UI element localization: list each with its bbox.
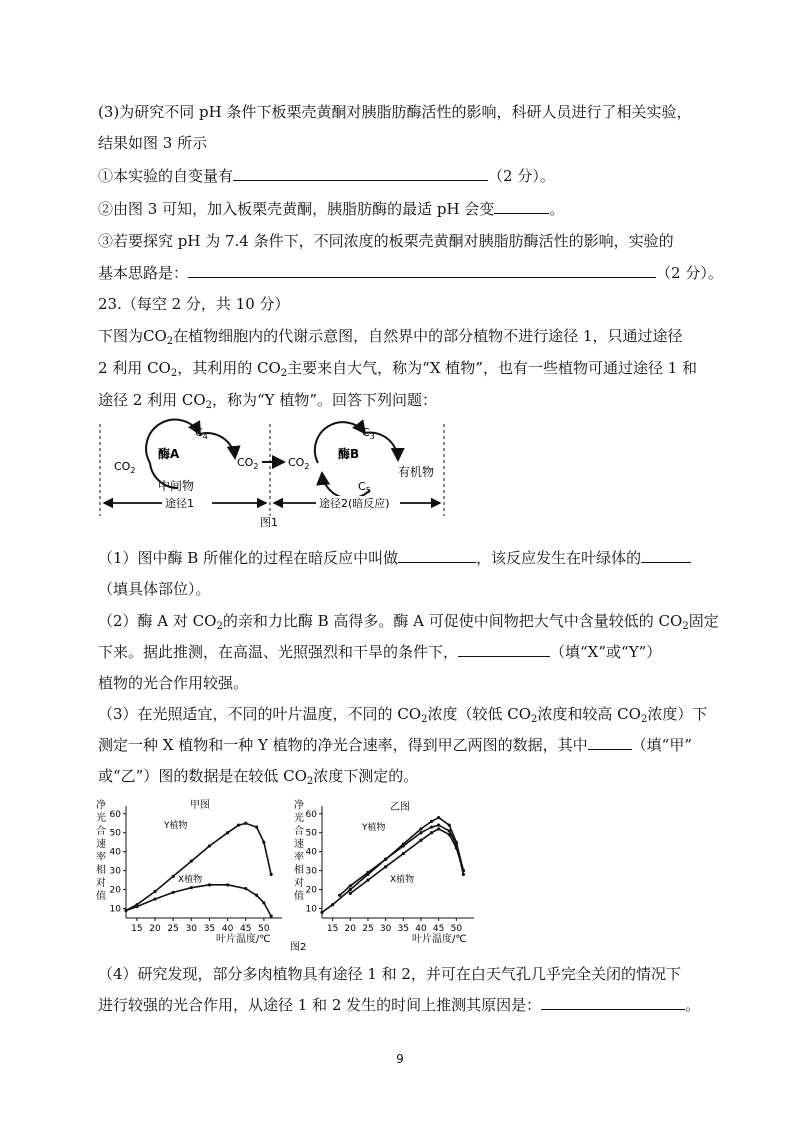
data-point <box>437 816 440 819</box>
data-point <box>262 901 265 904</box>
x-tick-label: 45 <box>239 924 252 934</box>
y-tick-label: 60 <box>109 809 121 820</box>
x-tick-label: 30 <box>185 924 198 934</box>
x-tick-label: 35 <box>203 924 216 934</box>
data-point <box>462 869 465 872</box>
data-point <box>208 844 211 847</box>
q22-sub3-line1: ③若要探究 pH 为 7.4 条件下，不同浓度的板栗壳黄酮对胰脂肪酶活性的影响，实验的 <box>98 232 674 250</box>
x-tick-label: 20 <box>344 924 357 934</box>
answer-blank-4[interactable] <box>398 547 476 563</box>
data-point <box>349 892 352 895</box>
series-line-jia-1 <box>126 885 271 916</box>
answer-blank-1[interactable] <box>233 165 488 181</box>
q22-sub3-line2: 基本思路是： （2 分）。 <box>98 264 723 282</box>
pathway1-label: 途径1 <box>165 497 194 510</box>
ylabel-char: 率 <box>294 852 304 863</box>
y-tick-label: 50 <box>109 828 121 839</box>
y-tick-label: 10 <box>109 904 121 915</box>
chart-yi-xlabel: 叶片温度/℃ <box>412 934 467 945</box>
y-tick-label: 30 <box>109 866 121 877</box>
chart-jia-xlabel: 叶片温度/℃ <box>216 934 271 945</box>
data-point <box>448 824 451 827</box>
series-line-jia-0 <box>126 823 271 910</box>
y-tick-label: 30 <box>305 866 317 877</box>
intermediate-label: 中间物 <box>158 479 195 493</box>
co2-release-label: $CO_2$ <box>237 456 259 471</box>
chart-yi-ylabel <box>294 798 304 902</box>
y-tick-label: 10 <box>305 904 317 915</box>
q22-sub1: ①本实验的自变量有 （2 分）。 <box>98 167 555 185</box>
ylabel-char: 值 <box>96 891 106 902</box>
data-point <box>226 883 229 886</box>
co2-enter-label: $CO_2$ <box>288 456 310 471</box>
ylabel-char: 速 <box>96 839 106 850</box>
data-point <box>255 825 258 828</box>
ylabel-char: 速 <box>294 839 304 850</box>
q23-sub4-line1: （4）研究发现，部分多肉植物具有途径 1 和 2，并可在白天气孔几乎完全关闭的情况下 <box>98 965 681 983</box>
chart-jia-legend-x: X植物 <box>178 875 203 885</box>
q23-intro-line2: 2 利用 $CO_2$，其利用的 $CO_2$主要来自大气，称为“X 植物”，也有一些植物可通过途径 1 和 <box>98 359 698 379</box>
c5-label: $C_5$ <box>358 480 371 495</box>
q23-intro-line1: 下图为$CO_2$在植物细胞内的代谢示意图，自然界中的部分植物不进行途径 1，只通过途径 <box>98 327 683 347</box>
q22-intro-line2: 结果如图 3 所示 <box>98 134 208 152</box>
y-tick-label: 60 <box>305 809 317 820</box>
data-point <box>153 897 156 900</box>
data-point <box>366 879 369 882</box>
data-point <box>320 911 323 914</box>
data-point <box>208 883 211 886</box>
c4-label: $C_4$ <box>195 426 208 441</box>
q22-intro-line1: (3)为研究不同 pH 条件下板栗壳黄酮对胰脂肪酶活性的影响，科研人员进行了相关实验， <box>98 103 692 121</box>
figure-2-charts <box>90 796 510 956</box>
ylabel-char: 光 <box>294 813 304 824</box>
data-point <box>190 886 193 889</box>
q23-sub3-line3: 或“乙”）图的数据是在较低 $CO_2$浓度下测定的。 <box>98 767 419 787</box>
data-point <box>349 884 352 887</box>
x-tick-label: 25 <box>362 924 374 934</box>
answer-blank-2[interactable] <box>494 198 549 214</box>
q23-sub2-line3: 植物的光合作用较强。 <box>98 674 249 692</box>
chart-yi-series <box>320 816 465 914</box>
x-tick-label: 15 <box>326 924 339 934</box>
x-tick-label: 35 <box>397 924 410 934</box>
data-point <box>255 894 258 897</box>
data-point <box>244 822 247 825</box>
ylabel-char: 率 <box>96 852 106 863</box>
figure2-caption: 图2 <box>290 942 307 953</box>
data-point <box>419 839 422 842</box>
q23-sub1-line1: （1）图中酶 B 所催化的过程在暗反应中叫做 ，该反应发生在叶绿体的 <box>98 547 691 569</box>
data-point <box>226 831 229 834</box>
y-tick-label: 20 <box>305 885 317 896</box>
chart-jia-ylabel <box>96 798 106 902</box>
y-tick-label: 40 <box>109 847 121 858</box>
data-point <box>244 887 247 890</box>
ylabel-char: 净 <box>96 800 106 811</box>
data-point <box>455 846 458 849</box>
co2-input-label: $CO_2$ <box>114 460 136 475</box>
data-point <box>338 894 341 897</box>
chart-jia-legend-y: Y植物 <box>164 821 188 831</box>
data-point <box>349 888 352 891</box>
ylabel-char: 相 <box>96 865 106 876</box>
figure1-caption: 图1 <box>260 516 278 529</box>
data-point <box>270 873 273 876</box>
data-point <box>437 827 440 830</box>
data-point <box>384 858 387 861</box>
data-point <box>237 824 240 827</box>
x-tick-label: 30 <box>379 924 392 934</box>
chart-yi-title: 乙图 <box>390 802 410 813</box>
q23-sub4-line2: 进行较强的光合作用，从途径 1 和 2 发生的时间上推测其原因是： 。 <box>98 996 701 1014</box>
data-point <box>430 825 433 828</box>
answer-blank-7[interactable] <box>588 734 632 750</box>
chart-jia-series <box>124 822 272 918</box>
x-tick-label: 40 <box>221 924 234 934</box>
q23-sub3-line1: （3）在光照适宜，不同的叶片温度，不同的 $CO_2$浓度（较低 $CO_2$浓度和较高 $CO_2$浓度）下 <box>98 705 708 725</box>
data-point <box>331 903 334 906</box>
data-point <box>430 831 433 834</box>
x-tick-label: 40 <box>415 924 427 934</box>
chart-yi-legend-y: Y植物 <box>362 823 386 833</box>
data-point <box>262 841 265 844</box>
data-point <box>430 820 433 823</box>
data-point <box>135 905 138 908</box>
data-point <box>419 827 422 830</box>
series-line-yi-0 <box>322 818 463 913</box>
x-tick-label: 20 <box>149 924 161 934</box>
data-point <box>172 875 175 878</box>
q23-header: 23.（每空 2 分，共 10 分） <box>98 295 290 313</box>
figure-1-diagram <box>90 418 460 533</box>
q23-sub3-line2: 测定一种 X 植物和一种 Y 植物的净光合速率，得到甲乙两图的数据，其中 （填“甲” <box>98 736 693 754</box>
enzyme-b-label: 酶B <box>338 447 360 461</box>
q22-sub2: ②由图 3 可知，加入板栗壳黄酮，胰脂肪酶的最适 pH 会变 。 <box>98 200 565 218</box>
q23-sub1-line2: （填具体部位）。 <box>98 580 211 598</box>
data-point <box>172 891 175 894</box>
q23-intro-line3: 途径 2 利用 $CO_2$，称为“Y 植物”。回答下列问题： <box>98 391 438 411</box>
q23-sub2-line1: （2）酶 A 对 $CO_2$的亲和力比酶 B 高得多。酶 A 可促使中间物把大气中含量较低的 $CO_2$固定 <box>98 612 719 632</box>
enzyme-a-label: 酶A <box>158 447 180 461</box>
data-point <box>419 831 422 834</box>
x-tick-label: 50 <box>258 924 270 934</box>
x-tick-label: 15 <box>131 924 143 934</box>
answer-blank-3[interactable] <box>188 262 656 278</box>
data-point <box>384 865 387 868</box>
data-point <box>448 829 451 832</box>
ylabel-char: 对 <box>96 878 106 889</box>
x-tick-label: 50 <box>450 924 463 934</box>
page-number: 9 <box>396 1052 404 1066</box>
answer-blank-6[interactable] <box>458 641 550 657</box>
ylabel-char: 净 <box>294 800 304 811</box>
data-point <box>402 844 405 847</box>
ylabel-char: 对 <box>294 878 304 889</box>
answer-blank-5[interactable] <box>641 547 691 563</box>
data-point <box>462 873 465 876</box>
data-point <box>153 890 156 893</box>
ylabel-char: 值 <box>294 891 304 902</box>
x-tick-label: 45 <box>432 924 445 934</box>
q23-sub2-line2: 下来。据此推测，在高温、光照强烈和干旱的条件下， （填“X”或“Y”） <box>98 643 662 661</box>
ylabel-char: 相 <box>294 865 304 876</box>
chart-yi <box>294 798 474 945</box>
data-point <box>124 909 127 912</box>
data-point <box>366 871 369 874</box>
answer-blank-8[interactable] <box>541 994 685 1010</box>
ylabel-char: 合 <box>96 826 106 837</box>
c3-label: $C_3$ <box>362 426 375 441</box>
chart-jia <box>96 798 282 945</box>
chart-jia-axes <box>110 806 282 934</box>
data-point <box>270 915 273 918</box>
chart-jia-title: 甲图 <box>190 800 210 811</box>
y-tick-label: 20 <box>109 885 121 896</box>
y-tick-label: 50 <box>305 828 317 839</box>
y-tick-label: 40 <box>305 847 317 858</box>
pathway2-label: 途径2(暗反应) <box>319 497 390 510</box>
data-point <box>190 860 193 863</box>
ylabel-char: 光 <box>96 813 106 824</box>
data-point <box>437 824 440 827</box>
data-point <box>402 852 405 855</box>
x-tick-label: 25 <box>167 924 179 934</box>
data-point <box>448 833 451 836</box>
chart-yi-legend-x: X植物 <box>390 875 415 885</box>
ylabel-char: 合 <box>294 826 304 837</box>
organic-matter-label: 有机物 <box>398 465 435 479</box>
